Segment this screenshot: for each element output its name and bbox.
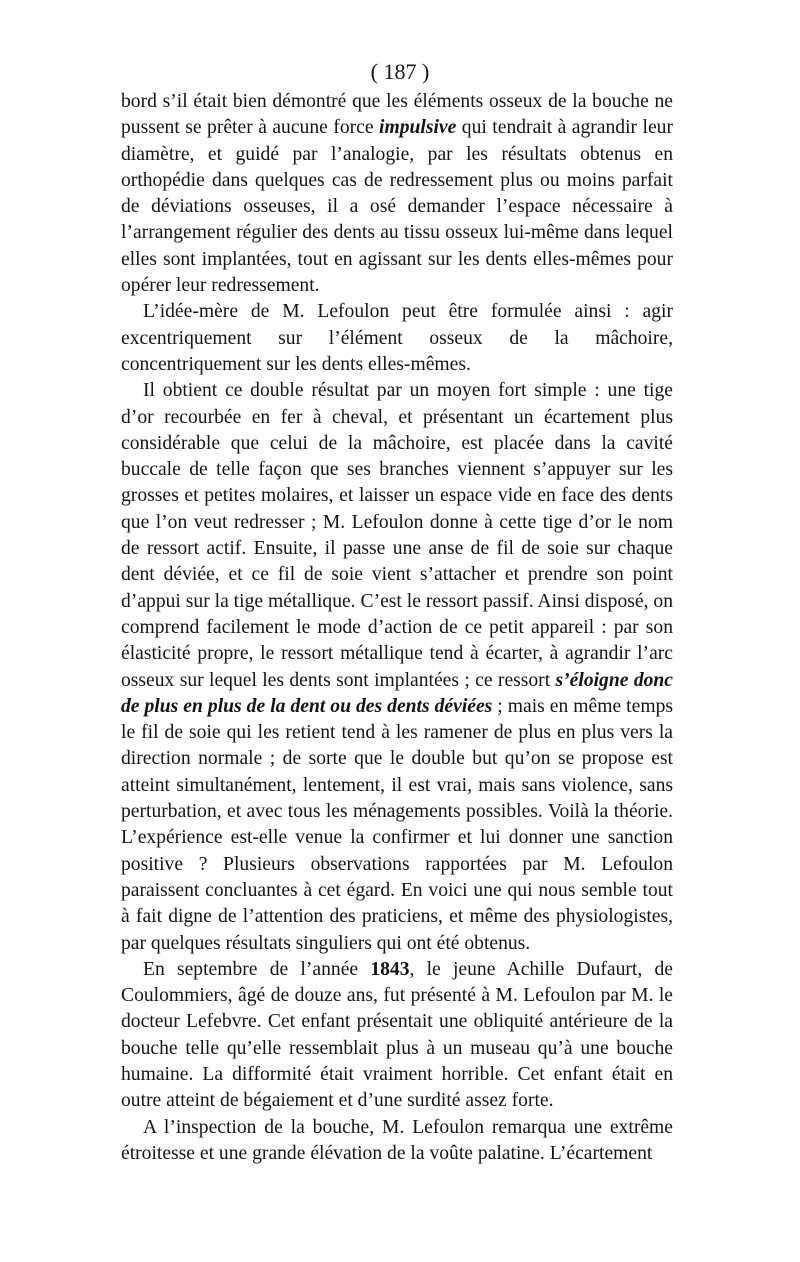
text-run: bord s’il était bien démontré que les éléments osseux de la bouche ne pussent se prêter à aucune force xyxy=(121,91,673,139)
text-run: A l’inspection de la bouche, M. Lefoulon remarqua une extrême étroitesse et une grande élévation de la voûte palatine. L’écartement xyxy=(121,1116,673,1164)
text-run: qui tendrait à agrandir leur diamètre, et guidé par l’analogie, par les résultats obtenus en orthopédie dans quelques cas de redressement plus ou moins parfait de déviations osseuses, il a osé demander l’espace nécessaire à l’arrangement régulier des dents au tissu osseux lui-même dans lequel elles sont implantées, tout en agissant sur les dents elles-mêmes pour opérer leur redressement. xyxy=(121,117,673,297)
text-run: L’idée-mère de M. Lefoulon peut être formulée ainsi : agir excentriquement sur l’élément osseux de la mâchoire, concentriquement sur les dents elles-mêmes. xyxy=(121,301,673,375)
paragraph xyxy=(121,89,673,299)
paragraph xyxy=(121,378,673,957)
year-text: 1843 xyxy=(370,958,410,980)
text-run: ; mais en même temps le fil de soie qui les retient tend à les ramener de plus en plus vers la direction normale ; de sorte que le double but qu’on se propose est atteint simultanément, lentement, il est vrai, mais sans violence, sans perturbation, et avec tous les ménagements possibles. Voilà la théorie. L’expérience est-elle venue la confirmer et lui donner une sanction positive ? Plusieurs observations rapportées par M. Lefoulon paraissent concluantes à cet égard. En voici une qui nous semble tout à fait digne de l’attention des praticiens, et même des physiologistes, par quelques résultats singuliers qui ont été obtenus. xyxy=(121,695,673,954)
text-run: Il obtient ce double résultat par un moyen fort simple : une tige d’or recourbée en fer à cheval, et présentant un écartement plus considérable que celui de la mâchoire, est placée dans la cavité buccale de telle façon que ses branches viennent s’appuyer sur les grosses et petites molaires, et laisser un espace vide en face des dents que l’on veut redresser ; M. Lefoulon donne à cette tige d’or le nom de ressort actif. Ensuite, il passe une anse de fil de soie sur chaque dent déviée, et ce fil de soie vient s’attacher et prendre son point d’appui sur la tige métallique. C’est le ressort passif. Ainsi disposé, on comprend facilement le mode d’action de ce petit appareil : par son élasticité propre, le ressort métallique tend à écarter, à agrandir l’arc osseux sur lequel les dents sont implantées ; ce ressort xyxy=(121,380,673,691)
paragraph xyxy=(121,299,673,378)
paragraph xyxy=(121,957,673,1115)
emphasis-text: s’éloigne donc de plus en plus de la dent ou des dents déviées xyxy=(121,669,674,717)
emphasis-text: impulsive xyxy=(379,117,457,139)
paragraph xyxy=(121,1115,673,1168)
body-text xyxy=(121,89,673,1167)
page-number: ( 187 ) xyxy=(370,59,430,84)
text-run: , le jeune Achille Dufaurt, de Coulommiers, âgé de douze ans, fut présenté à M. Lefoulon par M. le docteur Lefebvre. Cet enfant présentait une obliquité antérieure de la bouche telle qu’elle ressemblait plus à un museau qu’à une bouche humaine. La difformité était vraiment horrible. Cet enfant était en outre atteint de bégaiement et d’une surdité assez forte. xyxy=(121,958,673,1112)
text-run: En septembre de l’année xyxy=(143,958,371,980)
